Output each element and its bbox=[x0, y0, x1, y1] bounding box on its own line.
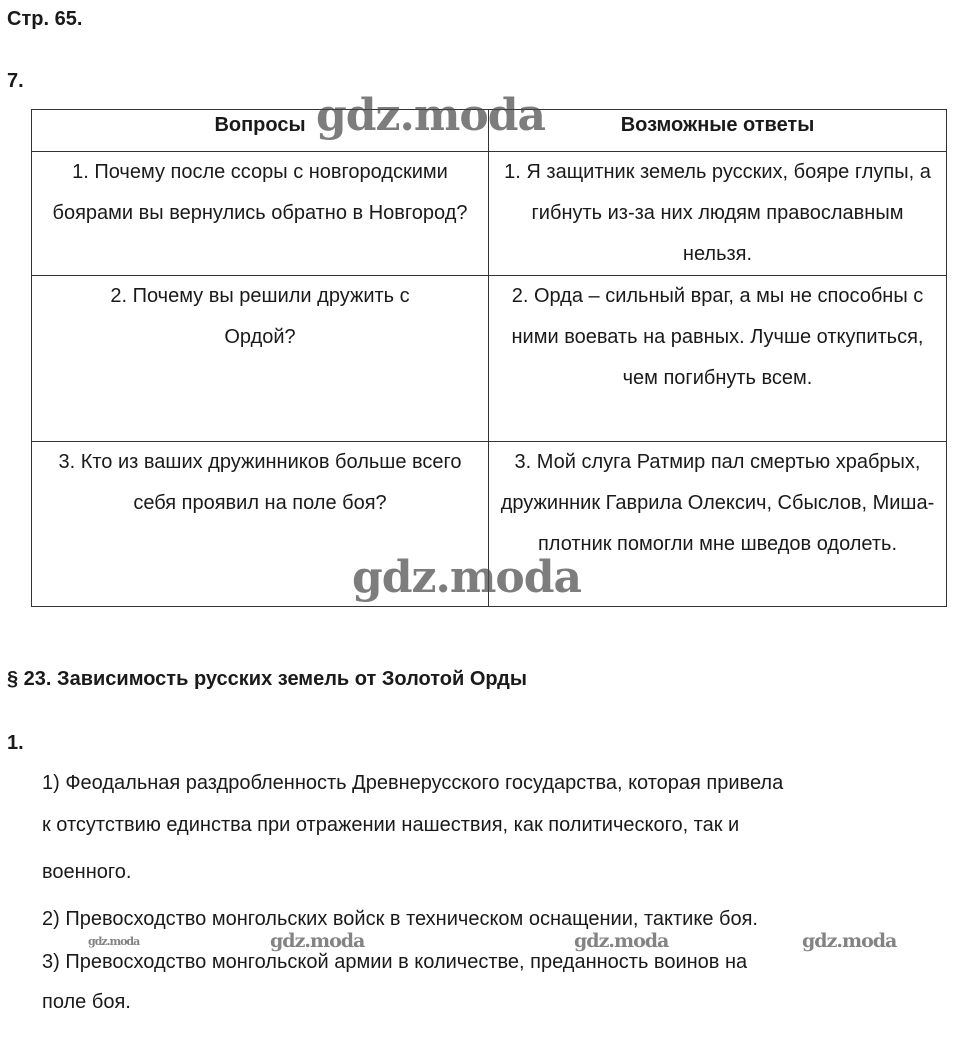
answer-line: поле боя. bbox=[42, 991, 131, 1013]
watermark: gdz.moda bbox=[270, 930, 365, 952]
watermark: gdz.moda bbox=[802, 930, 897, 952]
question-cell: 3. Кто из ваших дружинников больше всего себя проявил на поле боя? bbox=[32, 442, 489, 607]
table-row bbox=[32, 442, 947, 607]
question-cell: 1. Почему после ссоры с новгородскими боярами вы вернулись обратно в Новгород? bbox=[32, 152, 489, 276]
watermark: gdz.moda bbox=[316, 90, 546, 141]
question-cell: 2. Почему вы решили дружить с Ордой? bbox=[32, 276, 489, 442]
answer-cell: 1. Я защитник земель русских, бояре глупы, а гибнуть из-за них людям православным нельзя. bbox=[489, 152, 947, 276]
header-answers: Возможные ответы bbox=[489, 110, 947, 152]
answer-line: 1) Феодальная раздробленность Древнерусского государства, которая привела bbox=[42, 772, 784, 794]
task-number-7: 7. bbox=[7, 70, 24, 92]
page-label: Стр. 65. bbox=[7, 8, 83, 30]
answer-cell: 2. Орда – сильный враг, а мы не способны с ними воевать на равных. Лучше откупиться, чем погибнуть всем. bbox=[489, 276, 947, 442]
answer-line: 3) Превосходство монгольской армии в количестве, преданность воинов на bbox=[42, 951, 748, 973]
header-questions: Вопросы bbox=[32, 110, 489, 152]
watermark: gdz.moda bbox=[352, 552, 582, 603]
questions-answers-table bbox=[31, 109, 947, 607]
answer-line: 2) Превосходство монгольских войск в техническом оснащении, тактике боя. bbox=[42, 908, 758, 930]
watermark: gdz.moda bbox=[574, 930, 669, 952]
watermark: gdz.moda bbox=[88, 935, 140, 948]
answer-line: к отсутствию единства при отражении нашествия, как политического, так и bbox=[42, 814, 740, 836]
section-title: § 23. Зависимость русских земель от Золотой Орды bbox=[7, 668, 527, 690]
answer-line: военного. bbox=[42, 861, 132, 883]
task-number-1: 1. bbox=[7, 732, 24, 754]
table-row bbox=[32, 152, 947, 276]
answer-cell: 3. Мой слуга Ратмир пал смертью храбрых, дружинник Гаврила Олексич, Сбыслов, Миша-плотник помогли мне шведов одолеть. bbox=[489, 442, 947, 607]
table-header-row bbox=[32, 110, 947, 152]
table-row bbox=[32, 276, 947, 442]
